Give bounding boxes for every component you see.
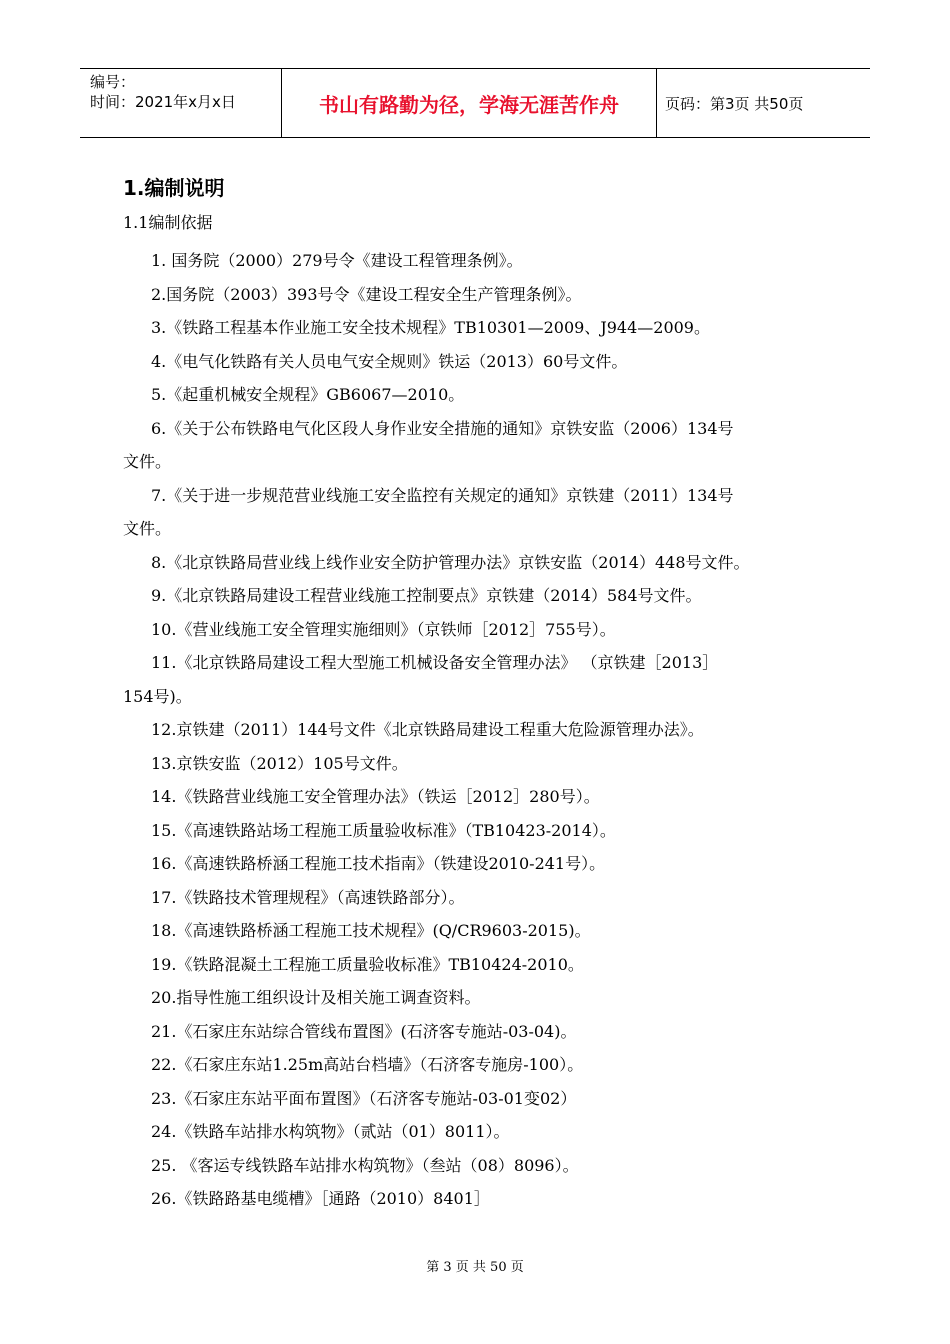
- list-item-text: 8.《北京铁路局营业线上线作业安全防护管理办法》京铁安监（2014）448号文件。: [151, 552, 750, 572]
- page-footer: 第 3 页 共 50 页: [426, 1260, 524, 1275]
- list-item-text: 4.《电气化铁路有关人员电气安全规则》铁运（2013）60号文件。: [151, 351, 628, 371]
- list-item: [123, 613, 853, 647]
- list-item: [123, 1182, 853, 1216]
- list-item-continuation: 文件。: [123, 452, 172, 471]
- list-item: [123, 1149, 853, 1183]
- list-item: [123, 244, 853, 278]
- document-body: [123, 170, 853, 1216]
- section-subtitle: 1.1编制依据: [123, 213, 213, 232]
- list-item: [123, 747, 853, 781]
- list-item-text: 11.《北京铁路局建设工程大型施工机械设备安全管理办法》 （京铁建［2013］: [151, 653, 719, 672]
- list-item-text: 26.《铁路路基电缆槽》［通路（2010）8401］: [151, 1189, 490, 1208]
- list-item: [123, 546, 853, 580]
- list-item-text: 24.《铁路车站排水构筑物》（贰站（01）8011）。: [151, 1122, 510, 1141]
- list-item-text: 23.《石家庄东站平面布置图》（石济客专施站-03-01变02）: [151, 1088, 577, 1108]
- list-item: [123, 780, 853, 814]
- header-page-label: 页码：第3页 共50页: [665, 94, 804, 113]
- list-item-text: 2.国务院（2003）393号令《建设工程安全生产管理条例》。: [151, 284, 582, 304]
- list-item: [123, 378, 853, 412]
- list-item: [123, 1015, 853, 1049]
- list-item: [123, 479, 853, 546]
- list-item-text: 19.《铁路混凝土工程施工质量验收标准》TB10424-2010。: [151, 954, 584, 974]
- list-item: [123, 311, 853, 345]
- list-item: [123, 948, 853, 982]
- list-item: [123, 847, 853, 881]
- header-left-cell: [80, 69, 280, 137]
- list-item-continuation: 文件。: [123, 519, 172, 538]
- section-title: 1.编制说明: [123, 176, 225, 200]
- list-item-text: 22.《石家庄东站1.25m高站台档墙》（石济客专施房-100）。: [151, 1055, 584, 1074]
- list-item: [123, 646, 853, 713]
- list-item-text: 13.京铁安监（2012）105号文件。: [151, 753, 408, 773]
- list-item: [123, 345, 853, 379]
- list-item-text: 5.《起重机械安全规程》GB6067—2010。: [151, 385, 465, 404]
- list-item-text: 9.《北京铁路局建设工程营业线施工控制要点》京铁建（2014）584号文件。: [151, 586, 702, 605]
- list-item: [123, 1048, 853, 1082]
- list-item-text: 10.《营业线施工安全管理实施细则》（京铁师［2012］755号）。: [151, 619, 616, 639]
- basis-list: [123, 244, 853, 1216]
- list-item: [123, 814, 853, 848]
- list-item-text: 12.京铁建（2011）144号文件《北京铁路局建设工程重大危险源管理办法》。: [151, 720, 704, 739]
- list-item-text: 25. 《客运专线铁路车站排水构筑物》（叁站（08）8096）。: [151, 1155, 579, 1175]
- list-item: [123, 579, 853, 613]
- list-item: [123, 412, 853, 479]
- list-item: [123, 914, 853, 948]
- list-item-text: 18.《高速铁路桥涵工程施工技术规程》(Q/CR9603-2015)。: [151, 921, 591, 940]
- page-header: [80, 68, 870, 138]
- list-item-text: 6.《关于公布铁路电气化区段人身作业安全措施的通知》京铁安监（2006）134号: [151, 418, 734, 438]
- list-item-text: 15.《高速铁路站场工程施工质量验收标准》（TB10423-2014）。: [151, 820, 616, 840]
- list-item: [123, 881, 853, 915]
- list-item: [123, 713, 853, 747]
- list-item: [123, 981, 853, 1015]
- list-item-text: 1. 国务院（2000）279号令《建设工程管理条例》。: [151, 251, 523, 270]
- list-item-text: 16.《高速铁路桥涵工程施工技术指南》（铁建设2010-241号）。: [151, 854, 606, 873]
- document-time-label: 时间：2021年x月x日: [90, 93, 236, 111]
- document-number-label: 编号：: [90, 73, 136, 91]
- list-item-text: 17.《铁路技术管理规程》（高速铁路部分）。: [151, 887, 465, 907]
- list-item: [123, 1115, 853, 1149]
- list-item-text: 21.《石家庄东站综合管线布置图》(石济客专施站-03-04)。: [151, 1021, 577, 1041]
- list-item-text: 20.指导性施工组织设计及相关施工调查资料。: [151, 988, 481, 1007]
- list-item-text: 3.《铁路工程基本作业施工安全技术规程》TB10301—2009、J944—2009。: [151, 318, 710, 337]
- list-item-text: 7.《关于进一步规范营业线施工安全监控有关规定的通知》京铁建（2011）134号: [151, 485, 734, 505]
- list-item: [123, 278, 853, 312]
- list-item: [123, 1082, 853, 1116]
- list-item-continuation: 154号)。: [123, 686, 192, 706]
- list-item-text: 14.《铁路营业线施工安全管理办法》（铁运［2012］280号）。: [151, 787, 600, 806]
- header-motto: 书山有路勤为径，学海无涯苦作舟: [281, 69, 657, 137]
